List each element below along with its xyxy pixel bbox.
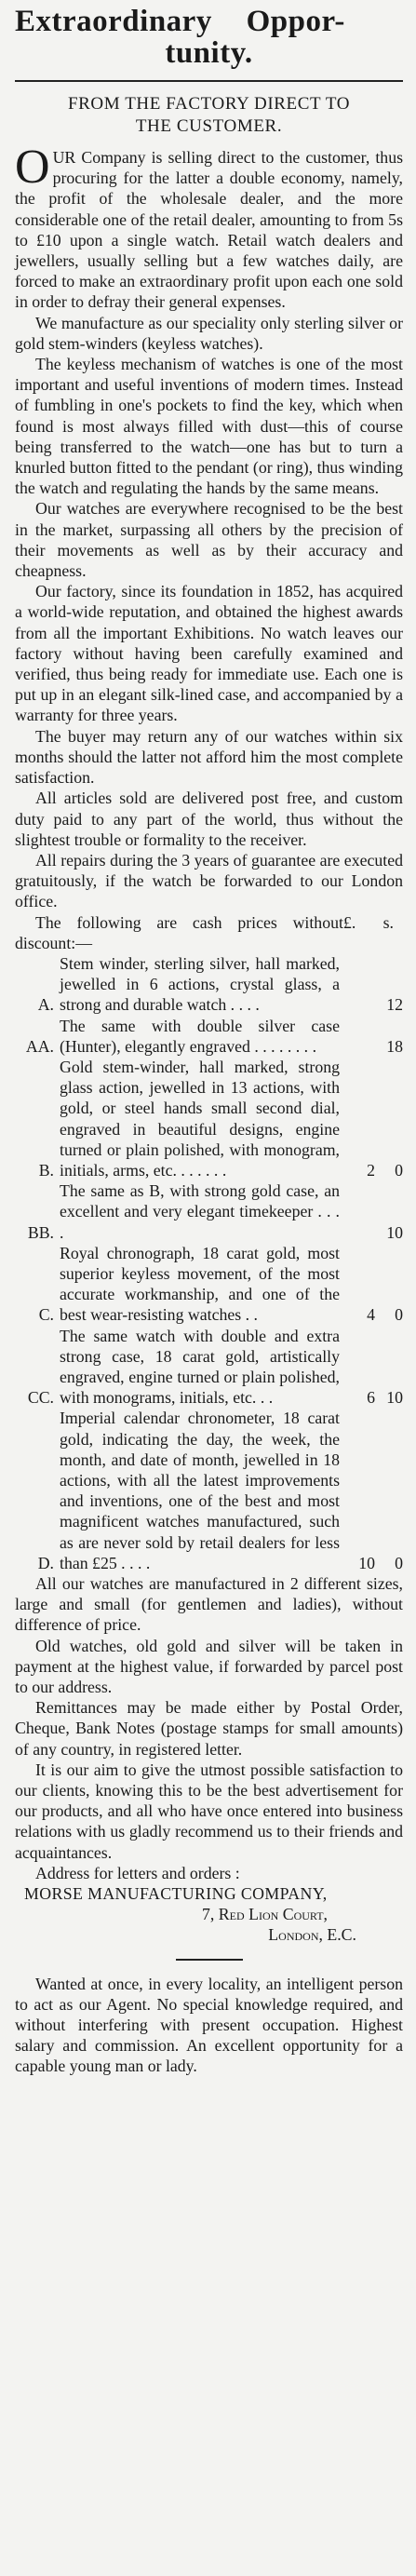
shillings-column-label: s. <box>382 912 394 932</box>
item-shillings: 0 <box>395 1553 403 1572</box>
paragraph-recognised: Our watches are everywhere recognised to be the best in the market, surpassing all others by the precision of their movements as well as by their accuracy and cheapness. <box>15 499 403 581</box>
price-item <box>15 1057 403 1180</box>
item-key: C. <box>38 1305 54 1325</box>
item-shillings: 18 <box>386 1036 403 1056</box>
item-key: A. <box>37 995 54 1015</box>
subheading <box>15 93 403 138</box>
paragraph-intro <box>15 141 403 313</box>
company-name: MORSE MANUFACTURING COMPANY, <box>24 1884 328 1904</box>
item-description: Stem winder, sterling silver, hall marked, jewelled in 6 actions, crystal glass, a strong and durable watch . . . . <box>60 953 340 1015</box>
headline-line-1: Extraordinary Oppor- <box>15 5 345 38</box>
item-pounds: 10 <box>358 1553 375 1572</box>
item-description: The same as B, with strong gold case, an excellent and very elegant timekeeper . . . . <box>60 1181 340 1242</box>
section-divider <box>176 1959 243 1961</box>
subheading-line-2: THE CUSTOMER. <box>135 116 283 136</box>
item-shillings: 0 <box>395 1305 403 1325</box>
company-street: 7, Red Lion Court, <box>202 1905 328 1924</box>
paragraph-repairs: All repairs during the 3 years of guarantee are executed gratuitously, if the watch be forwarded to our London office. <box>15 850 403 911</box>
price-list-intro-text: The following are cash prices without discount:— <box>15 912 343 952</box>
paragraph-keyless: The keyless mechanism of watches is one of the most important and useful inventions of modern times. Instead of fumbling in one's pockets to find the key, which when found is most always filled with dust—this of course being transferred to the watch—one has but to turn a knurled button fitted to the pendant (or ring), thus winding the watch and regulating the hands by the same means. <box>15 355 403 498</box>
price-item <box>15 1180 403 1243</box>
paragraph-speciality: We manufacture as our speciality only sterling silver or gold stem-winders (keyless watches). <box>15 313 403 353</box>
wanted-notice <box>15 1974 403 2077</box>
price-item <box>15 953 403 1016</box>
item-pounds: 2 <box>367 1160 375 1180</box>
item-key: CC. <box>27 1388 54 1408</box>
headline <box>15 6 403 69</box>
item-shillings: 0 <box>395 1160 403 1180</box>
price-list <box>15 953 403 1573</box>
paragraph-old-watches: Old watches, old gold and silver will be taken in payment at the highest value, if forwarded by parcel post to our address. <box>15 1636 403 1697</box>
price-item <box>15 1016 403 1057</box>
top-rule <box>15 80 403 82</box>
subheading-line-1: FROM THE FACTORY DIRECT TO <box>67 94 351 114</box>
paragraph-delivery: All articles sold are delivered post free, and custom duty paid to any part of the world, thus without the slightest trouble or formality to the receiver. <box>15 789 403 849</box>
price-columns-header <box>343 912 403 953</box>
article-body <box>15 141 403 1946</box>
paragraph-sizes: All our watches are manufactured in 2 different sizes, large and small (for gentlemen and ladies), without difference of price. <box>15 1574 403 1635</box>
price-item <box>15 1408 403 1573</box>
paragraph-factory: Our factory, since its foundation in 1852, has acquired a world-wide reputation, and obtained the highest awards from all the important Exhibitions. No watch leaves our factory without having been carefully examined and verified, thus being ready for immediate use. Each one is put up in an elegant silk-lined case, and accompanied by a warranty for three years. <box>15 582 403 725</box>
price-list-intro <box>15 912 403 953</box>
item-description: Royal chronograph, 18 carat gold, most superior keyless movement, of the most accurate workmanship, and one of the best wear-resisting watches . . <box>60 1243 340 1325</box>
item-key: B. <box>38 1160 54 1180</box>
item-shillings: 10 <box>386 1388 403 1408</box>
item-key: D. <box>37 1553 54 1572</box>
drop-cap: O <box>15 141 50 194</box>
paragraph-satisfaction: It is our aim to give the utmost possible satisfaction to our clients, knowing this to be the best advertisement for our products, and all who have once entered into business relations with us gladly recommend us to their friends and acquaintances. <box>15 1760 403 1862</box>
wanted-text: Wanted at once, in every locality, an intelligent person to act as our Agent. No special knowledge required, and without interfering with present occupation. Highest salary and commission. An excellent opportunity for a capable young man or lady. <box>15 1974 403 2076</box>
item-shillings: 10 <box>386 1222 403 1242</box>
item-description: Gold stem-winder, hall marked, strong glass action, jewelled in 13 actions, with gold, or steel hands small second dial, engraved in beautiful designs, engine turned or plain polished, with monogram, initials, arms, etc. . . . . . . <box>60 1057 340 1180</box>
paragraph-return: The buyer may return any of our watches within six months should the latter not afford him the most complete satisfaction. <box>15 726 403 788</box>
headline-line-2: tunity. <box>165 36 253 70</box>
item-key: BB. <box>27 1222 54 1242</box>
item-description: The same with double silver case (Hunter), elegantly engraved . . . . . . . . <box>60 1016 340 1056</box>
item-shillings: 12 <box>386 995 403 1015</box>
company-city: London, E.C. <box>268 1925 356 1945</box>
item-pounds: 4 <box>367 1305 375 1325</box>
address-intro: Address for letters and orders : <box>35 1863 240 1882</box>
item-description: Imperial calendar chronometer, 18 carat gold, indicating the day, the week, the month, and date of month, jewelled in 18 actions, with all the latest improvements and inventions, one of the best and most magnificent watches manufactured, such as are never sold by retail dealers for less than £25 . . . . <box>60 1409 340 1572</box>
item-description: The same watch with double and extra strong case, 18 carat gold, artistically engraved, engine turned or plain polished, with monograms, initials, etc. . . <box>60 1326 340 1408</box>
price-item <box>15 1243 403 1326</box>
price-item <box>15 1326 403 1409</box>
paragraph-remittances: Remittances may be made either by Postal Order, Cheque, Bank Notes (postage stamps for small amounts) of any country, in registered letter. <box>15 1698 403 1759</box>
paragraph-intro-text: UR Company is selling direct to the customer, thus procuring for the latter a double economy, namely, the profit of the wholesale dealer, and the more considerable one of the retail dealer, amounting to from 5s to £10 upon a single watch. Retail watch dealers and jewellers, usually selling but a few watches daily, are forced to make an extraordinary profit upon each one sold in order to defray their general expenses. <box>15 148 403 312</box>
pounds-column-label: £. <box>342 912 356 932</box>
item-key: AA. <box>25 1036 54 1056</box>
item-pounds: 6 <box>367 1388 375 1408</box>
